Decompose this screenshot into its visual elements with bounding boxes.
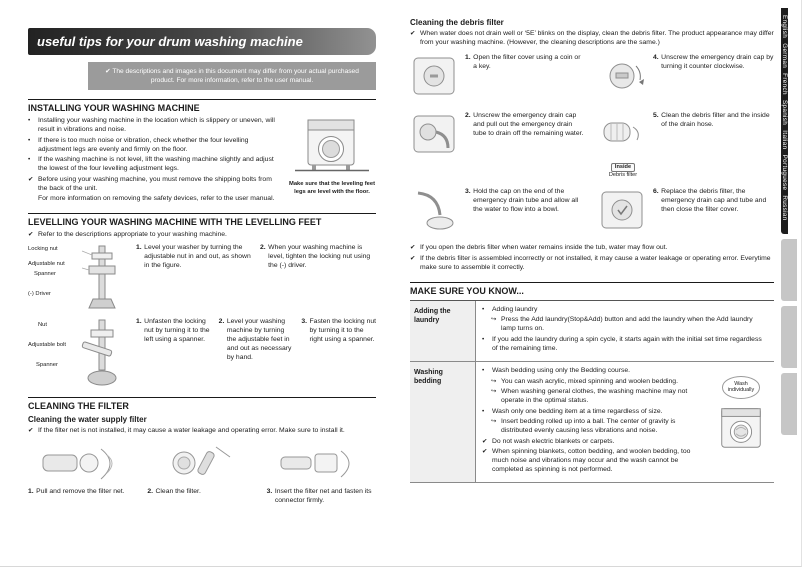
drain-bowl-illustration bbox=[410, 188, 458, 232]
section-heading: INSTALLING YOUR WASHING MACHINE bbox=[28, 103, 200, 114]
diagram-label: Spanner bbox=[36, 362, 58, 369]
page-title: useful tips for your drum washing machine bbox=[28, 28, 376, 55]
list-item: • If the washing machine is not level, lift the washing machine slightly and adjust the lowest of the four levelling adjustment legs. bbox=[28, 156, 274, 173]
check-item: ✔ If the filter net is not installed, it may cause a water leakage and operating error. Make sure to install it. bbox=[28, 427, 345, 435]
bullet-marker: • bbox=[28, 136, 31, 144]
section-cleaning-filter bbox=[28, 397, 376, 506]
arrow-marker: ↪ bbox=[491, 316, 497, 324]
list-item: ↪ You can wash acrylic, mixed spinning and woolen bedding. bbox=[491, 377, 678, 385]
levelling-step: 2. When your washing machine is level, tighten the locking nut using the (-) driver. bbox=[260, 244, 371, 270]
list-item: • If there is too much noise or vibration, check whether the four levelling adjustment legs are evenly and firmly on the floor. bbox=[28, 136, 249, 153]
check-marker: ✔ bbox=[410, 244, 416, 252]
levelling-step: 2. Level your washing machine by turning the adjustable feet in and out as necessary by hand. bbox=[218, 318, 292, 361]
levelling-bolt-illustration bbox=[80, 318, 124, 388]
row-content bbox=[476, 301, 774, 361]
step: 2. Clean the filter. bbox=[147, 488, 201, 496]
bullet-marker: • bbox=[28, 156, 31, 164]
check-marker: ✔ bbox=[28, 175, 34, 183]
diagram-label: Spanner bbox=[34, 271, 56, 278]
list-item: ↪ Press the Add laundry(Stop&Add) button and add the laundry when the Add laundry lamp turns on. bbox=[491, 316, 753, 333]
debris-step: 6. Replace the debris filter, the emergency drain cap and tube and then close the filter cover. bbox=[598, 188, 774, 237]
section-heading: MAKE SURE YOU KNOW... bbox=[410, 285, 524, 296]
section-installing bbox=[28, 99, 376, 204]
section-heading: LEVELLING YOUR WASHING MACHINE WITH THE LEVELLING FEET bbox=[28, 217, 322, 228]
language-tab-strip bbox=[781, 8, 797, 435]
levelling-step: 1. Unfasten the locking nut by turning it to the left using a spanner. bbox=[136, 318, 210, 344]
check-marker: ✔ bbox=[28, 231, 34, 239]
list-item: • Wash bedding using only the Bedding course. bbox=[482, 367, 631, 375]
list-item: ↪ When washing general clothes, the washing machine may not operate in the optimal status. bbox=[491, 388, 688, 405]
section-make-sure bbox=[410, 282, 774, 484]
diagram-label: Locking nut bbox=[28, 246, 58, 253]
debris-step: 3. Hold the cap on the end of the emergency drain tube and allow all the water to flow into a bowl. bbox=[410, 188, 586, 237]
subsection-heading: Cleaning the debris filter bbox=[410, 18, 504, 27]
check-item: ✔ If you open the debris filter when water remains inside the tub, water may flow out. bbox=[410, 244, 668, 252]
list-item: • If you add the laundry during a spin cycle, it starts again with the initial set time regardless of the remaining time. bbox=[482, 335, 762, 352]
check-marker: ✔ bbox=[410, 30, 416, 37]
installing-bullets bbox=[28, 117, 282, 204]
bedding-machine-illustration bbox=[715, 401, 767, 453]
debris-filter-label: Debris filter bbox=[608, 172, 638, 179]
filter-step bbox=[267, 441, 376, 506]
language-tab bbox=[781, 239, 797, 301]
replace-filter-illustration bbox=[598, 188, 646, 232]
debris-step: Inside Debris filter 5. Clean the debris filter and the inside of the drain hose. bbox=[598, 112, 774, 180]
check-marker: ✔ bbox=[28, 427, 34, 435]
check-marker: ✔ bbox=[482, 437, 488, 445]
filter-pull-illustration bbox=[35, 441, 131, 485]
debris-step: 2. Unscrew the emergency drain cap and pull out the emergency drain tube to drain off the remaining water. bbox=[410, 112, 586, 180]
levelling-foot-illustration bbox=[80, 244, 124, 312]
list-item: • Wash only one bedding item at a time regardless of size. bbox=[482, 407, 663, 415]
levelling-diagram-nut bbox=[28, 244, 128, 314]
diagram-label: Adjustable bolt bbox=[28, 342, 67, 349]
bullet-marker: • bbox=[482, 367, 485, 375]
row-label: Washing bedding bbox=[410, 362, 476, 482]
left-column bbox=[28, 28, 376, 506]
table-row bbox=[410, 362, 774, 483]
header-note: ✔ The descriptions and images in this document may differ from your actual purchased product. For more information, refer to the user manual. bbox=[88, 62, 376, 90]
washer-caption: Make sure that the leveling feet legs are level with the floor. bbox=[288, 181, 375, 195]
inside-debris-label bbox=[598, 163, 648, 180]
filter-insert-illustration bbox=[273, 441, 369, 485]
language-tab bbox=[781, 306, 797, 368]
diagram-label: Nut bbox=[38, 322, 48, 329]
bullet-marker: • bbox=[482, 335, 485, 343]
row-label: Adding the laundry bbox=[410, 301, 476, 361]
arrow-marker: ↪ bbox=[491, 377, 497, 385]
check-marker: ✔ bbox=[410, 254, 416, 262]
debris-step: 1. Open the filter cover using a coin or a key. bbox=[410, 54, 586, 103]
list-item: ↪ Insert bedding rolled up into a ball. The center of gravity is distributed evenly causing less vibrations and noise. bbox=[491, 418, 676, 435]
arrow-marker: ↪ bbox=[491, 388, 497, 396]
installing-footnote: For more information on removing the safety devices, refer to the user manual. bbox=[38, 195, 275, 203]
arrow-marker: ↪ bbox=[491, 418, 497, 426]
levelling-step: 3. Fasten the locking nut by turning it to the right using a spanner. bbox=[301, 318, 377, 344]
drain-cap-turn-illustration bbox=[598, 54, 646, 98]
levelling-diagram-bolt bbox=[28, 318, 128, 388]
bullet-marker: • bbox=[28, 117, 31, 125]
bullet-marker: • bbox=[482, 407, 485, 415]
row-content bbox=[476, 362, 774, 482]
language-tab bbox=[781, 373, 797, 435]
inside-label: Inside bbox=[611, 163, 635, 172]
debris-filter-illustration bbox=[598, 112, 646, 156]
check-item: ✔ Before using your washing machine, you must remove the shipping bolts from the back of the unit. bbox=[28, 175, 272, 192]
section-heading: CLEANING THE FILTER bbox=[28, 401, 129, 412]
filter-cover-illustration bbox=[410, 54, 458, 98]
washing-machine-illustration bbox=[292, 117, 372, 175]
know-table bbox=[410, 300, 774, 484]
diagram-label: Adjustable nut bbox=[28, 261, 65, 268]
subsection-heading: Cleaning the water supply filter bbox=[28, 415, 147, 425]
diagram-label: (-) Driver bbox=[28, 291, 51, 298]
step: 1. Pull and remove the filter net. bbox=[28, 488, 125, 496]
check-item: ✔ Do not wash electric blankets or carpets. bbox=[482, 437, 615, 445]
list-item: • Installing your washing machine in the location which is slippery or uneven, will result in vibrations and noise. bbox=[28, 117, 275, 134]
bedding-figure bbox=[712, 376, 770, 457]
section-levelling bbox=[28, 213, 376, 388]
washer-figure bbox=[288, 117, 376, 204]
check-item: ✔ When spinning blankets, cotton bedding, and woolen bedding, too much noise and vibrations may occur and the wash cannot be completed as spinning is not performed. bbox=[482, 447, 691, 473]
debris-step: 4. Unscrew the emergency drain cap by turning it counter clockwise. bbox=[598, 54, 774, 103]
levelling-step: 1. Level your washer by turning the adjustable nut in and out, as shown in the figure. bbox=[136, 244, 251, 270]
filter-clean-illustration bbox=[154, 441, 250, 485]
step: 3. Insert the filter net and fasten its connector firmly. bbox=[266, 488, 372, 505]
filter-step bbox=[28, 441, 137, 506]
debris-steps-grid bbox=[410, 54, 774, 238]
check-item: ✔ Refer to the descriptions appropriate to your washing machine. bbox=[28, 231, 227, 239]
list-item: • Adding laundry bbox=[482, 305, 538, 313]
check-item: ✔ When water does not drain well or ‘5E’ blinks on the display, clean the debris filter. The product appearance may differ from your washing machine. (However, the cleaning descriptions are the same.) bbox=[410, 30, 774, 46]
filter-step bbox=[147, 441, 256, 506]
check-marker: ✔ bbox=[482, 447, 488, 455]
wash-individually-label: Wash individually bbox=[722, 376, 760, 398]
table-row bbox=[410, 301, 774, 362]
right-column bbox=[410, 18, 774, 483]
bullet-marker: • bbox=[482, 305, 485, 313]
drain-tube-illustration bbox=[410, 112, 458, 156]
check-item: ✔ If the debris filter is assembled incorrectly or not installed, it may cause a water leakage or operating error. Everytime make sure to assemble it correctly. bbox=[410, 254, 771, 271]
language-tab-current: English German French Spanish Italian Portuguese Russian bbox=[781, 8, 788, 234]
